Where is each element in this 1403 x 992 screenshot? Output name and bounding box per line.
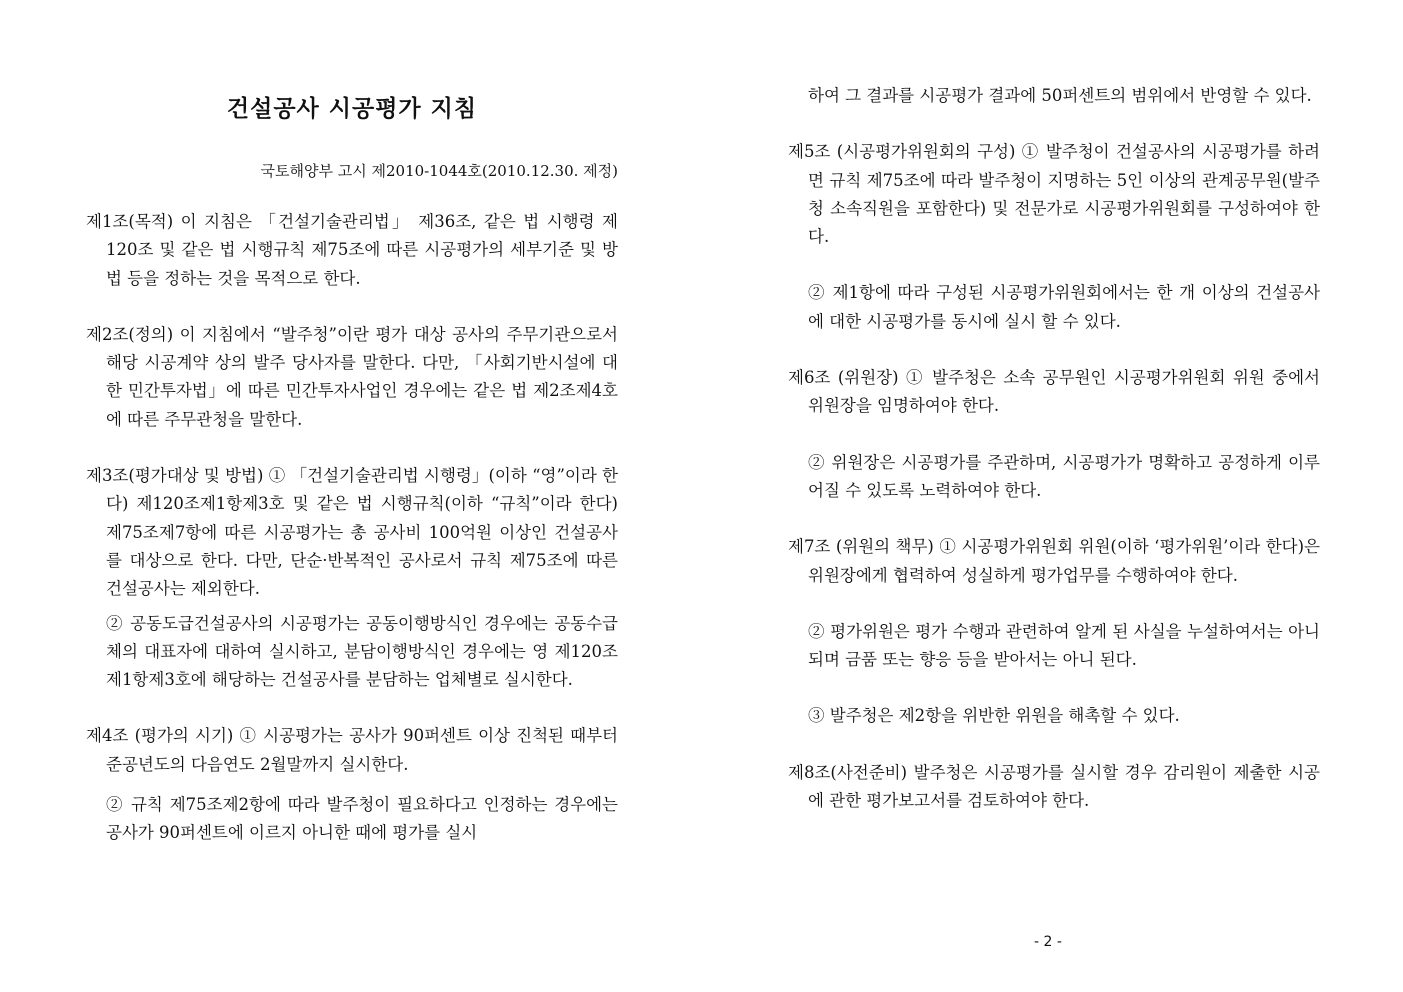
article-1: 제1조(목적) 이 지침은 「건설기술관리법」 제36조, 같은 법 시행령 제120조 및 같은 법 시행규칙 제75조에 따른 시공평가의 세부기준 및 방법 등을 정하는 것을 목적으로 한다. [86,212,618,288]
article-7-paragraph-3: ③ 발주청은 제2항을 위반한 위원을 해촉할 수 있다. [808,706,1180,726]
article-4-paragraph-2: ② 규칙 제75조제2항에 따라 발주청이 필요하다고 인정하는 경우에는 공사가 90퍼센트에 이르지 아니한 때에 평가를 실시 [106,795,618,843]
right-column [788,82,1320,815]
article-7-paragraph-2: ② 평가위원은 평가 수행과 관련하여 알게 된 사실을 누설하여서는 아니 되며 금품 또는 향응 등을 받아서는 아니 된다. [808,621,1320,670]
document-title: 건설공사 시공평가 지침 [226,95,478,122]
article-3: 제3조(평가대상 및 방법) ① 「건설기술관리법 시행령」(이하 “영”이라 한다) 제120조제1항제3호 및 같은 법 시행규칙(이하 “규칙”이라 한다) 제75조제7항에 따른 시공평가는 총 공사비 100억원 이상인 건설공사를 대상으로 한다. 다만, 단순·반복적인 공사로서 규칙 제75조에 따른 건설공사는 제외한다. [86,466,618,599]
page-number: - 2 - [1034,934,1062,950]
article-4: 제4조 (평가의 시기) ① 시공평가는 공사가 90퍼센트 이상 진척된 때부터 준공년도의 다음연도 2월말까지 실시한다. [86,726,618,774]
article-6-paragraph-2: ② 위원장은 시공평가를 주관하며, 시공평가가 명확하고 공정하게 이루어질 수 있도록 노력하여야 한다. [808,452,1320,500]
article-4-paragraph-2-continued: 하여 그 결과를 시공평가 결과에 50퍼센트의 범위에서 반영할 수 있다. [808,86,1312,105]
article-7: 제7조 (위원의 책무) ① 시공평가위원회 위원(이하 ‘평가위원’이라 한다)은 위원장에게 협력하여 성실하게 평가업무를 수행하여야 한다. [788,537,1320,585]
article-3-paragraph-2: ② 공동도급건설공사의 시공평가는 공동이행방식인 경우에는 공동수급체의 대표자에 대하여 실시하고, 분담이행방식인 경우에는 영 제120조제1항제3호에 해당하는 건설공사를 분담하는 업체별로 실시한다. [106,613,618,690]
article-6: 제6조 (위원장) ① 발주청은 소속 공무원인 시공평가위원회 위원 중에서 위원장을 임명하여야 한다. [788,368,1320,416]
article-2: 제2조(정의) 이 지침에서 “발주청”이란 평가 대상 공사의 주무기관으로서 해당 시공계약 상의 발주 당사자를 말한다. 다만, 「사회기반시설에 대한 민간투자법」에 따른 민간투자사업인 경우에는 같은 법 제2조제4호에 따른 주무관청을 말한다. [86,324,618,429]
notice-reference: 국토해양부 고시 제2010-1044호(2010.12.30. 제정) [260,162,618,180]
left-column [86,208,618,848]
article-5: 제5조 (시공평가위원회의 구성) ① 발주청이 건설공사의 시공평가를 하려면 규칙 제75조에 따라 발주청이 지명하는 5인 이상의 관계공무원(발주청 소속직원을 포함한다) 및 전문가로 시공평가위원회를 구성하여야 한다. [788,142,1320,247]
article-5-paragraph-2: ② 제1항에 따라 구성된 시공평가위원회에서는 한 개 이상의 건설공사에 대한 시공평가를 동시에 실시 할 수 있다. [808,283,1320,331]
article-8: 제8조(사전준비) 발주청은 시공평가를 실시할 경우 감리원이 제출한 시공에 관한 평가보고서를 검토하여야 한다. [788,762,1320,811]
